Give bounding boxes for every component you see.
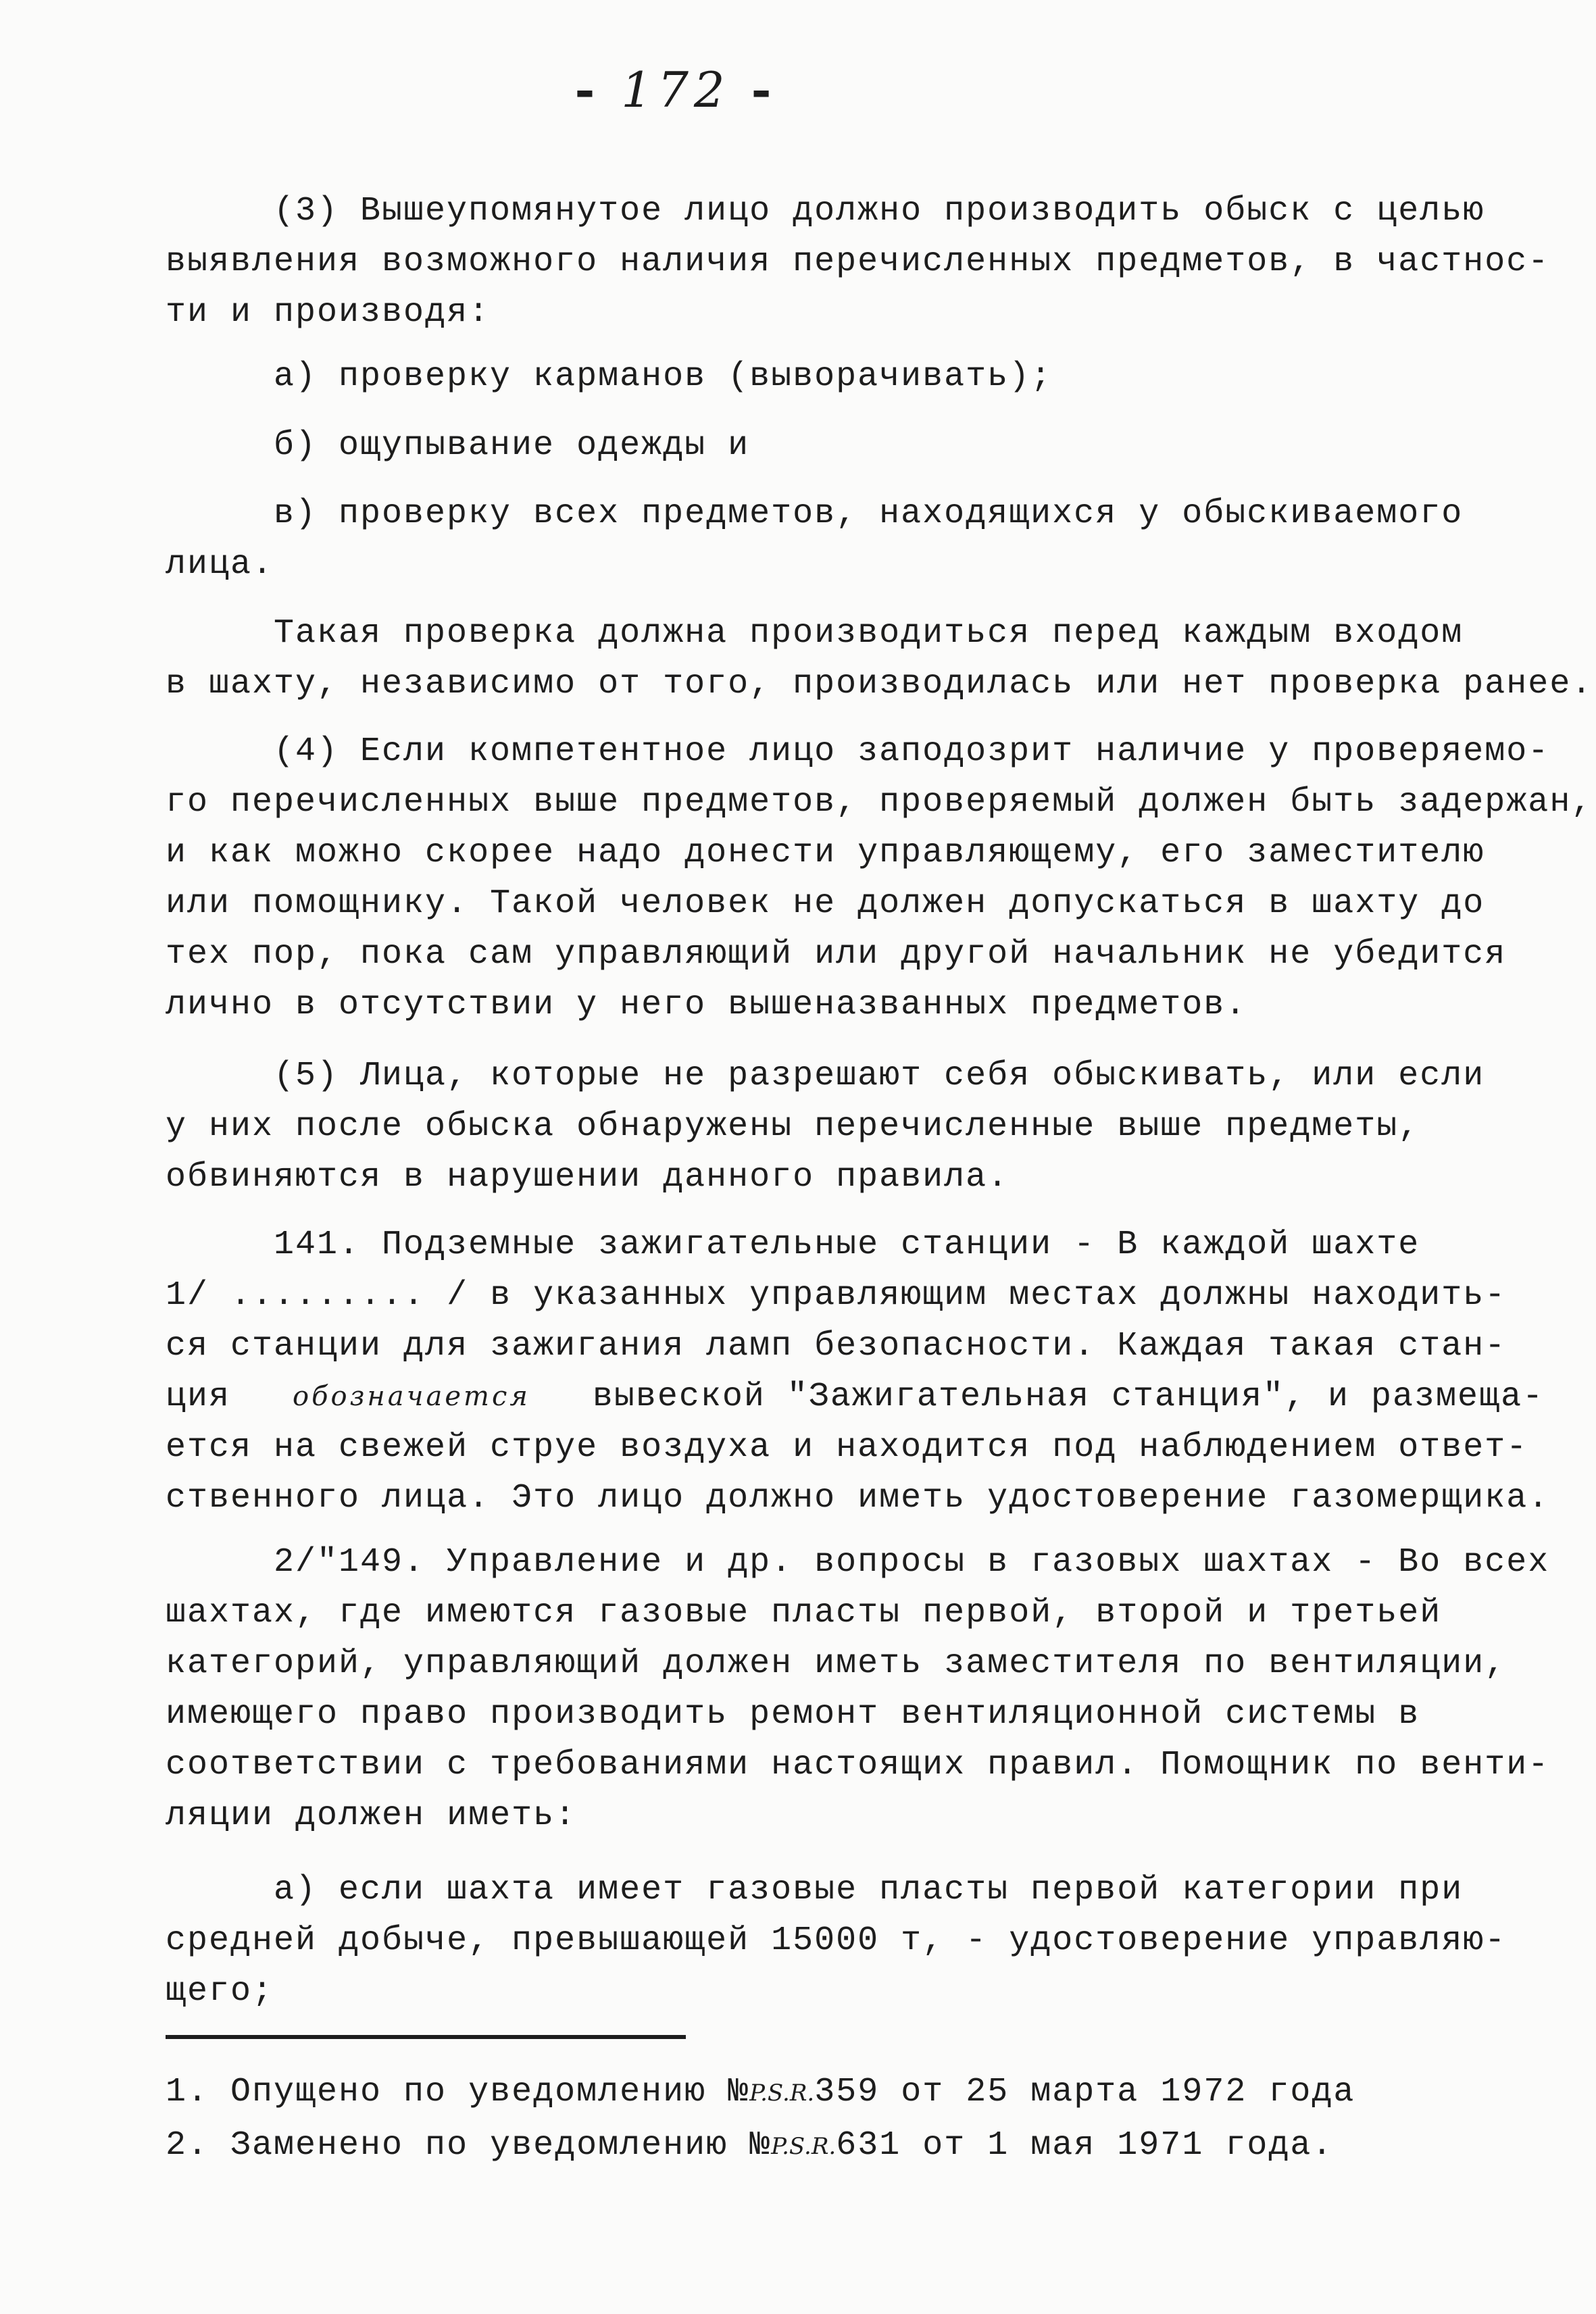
text-line: (5) Лица, которые не разрешают себя обыскивать, или если: [274, 1057, 1485, 1095]
text-line: Такая проверка должна производиться перед каждым входом: [274, 614, 1464, 653]
text-line: ляции должен иметь:: [166, 1796, 577, 1835]
footnote-text: 1. Опущено по уведомлению №: [166, 2073, 750, 2111]
text-line: категорий, управляющий должен иметь заместителя по вентиляции,: [166, 1644, 1507, 1683]
paragraph-3: [166, 186, 1550, 338]
text-line: 2/"149. Управление и др. вопросы в газовых шахтах - Во всех: [274, 1543, 1550, 1582]
text-line: соответствии с требованиями настоящих правил. Помощник по венти-: [166, 1746, 1550, 1784]
text-line: шахтах, где имеются газовые пласты первой, второй и третьей: [166, 1594, 1442, 1632]
item-b: [166, 420, 1507, 471]
text-line: 141. Подземные зажигательные станции - В каждой шахте: [274, 1226, 1420, 1264]
footnote-text: 2. Заменено по уведомлению №: [166, 2126, 772, 2165]
text-line: выявления возможного наличия перечисленных предметов, в частнос-: [166, 243, 1550, 281]
text-line: [166, 1372, 1545, 1422]
footnote-text: 359 от 25 марта 1972 года: [814, 2073, 1355, 2111]
text-line: у них после обыска обнаружены перечисленные выше предметы,: [166, 1107, 1420, 1146]
handwritten-mark: P.S.R.: [771, 2133, 837, 2160]
page-number-header: [541, 61, 811, 118]
text-line: в) проверку всех предметов, находящихся у обыскиваемого: [274, 495, 1464, 533]
footnote-1: [166, 2066, 1449, 2119]
page-number-dash-left: -: [574, 61, 601, 118]
text-line: б) ощупывание одежды и: [274, 426, 750, 465]
text-fragment: вывеской "Зажигательная станция", и размеща-: [592, 1378, 1545, 1416]
text-line: (4) Если компетентное лицо заподозрит наличие у проверяемо-: [274, 732, 1550, 771]
text-line: обвиняются в нарушении данного правила.: [166, 1158, 1009, 1197]
text-line: в шахту, независимо от того, производилась или нет проверка ранее.: [166, 665, 1593, 703]
item-c: [166, 488, 1507, 590]
text-line: ти и производя:: [166, 293, 491, 332]
text-line: а) проверку карманов (выворачивать);: [274, 357, 1053, 396]
paragraph-149: [166, 1537, 1550, 1841]
text-line: средней добыче, превышающей 15000 т, - удостоверение управляю-: [166, 1921, 1507, 1960]
text-line: ственного лица. Это лицо должно иметь удостоверение газомерщика.: [166, 1479, 1550, 1517]
check-paragraph: [166, 608, 1593, 709]
footnote-divider: [166, 2035, 686, 2039]
handwritten-mark: P.S.R.: [749, 2080, 815, 2107]
text-line: го перечисленных выше предметов, проверяемый должен быть задержан,: [166, 783, 1593, 822]
paragraph-5: [166, 1051, 1507, 1203]
text-line: 1/ ......... / в указанных управляющим местах должны находить-: [166, 1276, 1507, 1315]
text-line: а) если шахта имеет газовые пласты первой категории при: [274, 1871, 1464, 1909]
paragraph-4: [166, 726, 1593, 1030]
footnote-text: 631 от 1 мая 1971 года.: [836, 2126, 1334, 2165]
text-line: лица.: [166, 545, 274, 584]
text-line: щего;: [166, 1972, 274, 2011]
handwritten-insert: обозначается: [293, 1381, 530, 1412]
page-number: 172: [621, 61, 730, 118]
text-line: ся станции для зажигания ламп безопасности. Каждая такая стан-: [166, 1327, 1507, 1365]
text-line: или помощнику. Такой человек не должен допускаться в шахту до: [166, 884, 1485, 923]
text-line: тех пор, пока сам управляющий или другой начальник не убедится: [166, 935, 1507, 974]
text-line: (3) Вышеупомянутое лицо должно производить обыск с целью: [274, 192, 1485, 230]
text-line: имеющего право производить ремонт вентиляционной системы в: [166, 1695, 1420, 1734]
text-line: и как можно скорее надо донести управляющему, его заместителю: [166, 834, 1485, 872]
text-line: ется на свежей струе воздуха и находится под наблюдением ответ-: [166, 1428, 1528, 1467]
item-149-a: [166, 1865, 1507, 2017]
footnotes: [166, 2066, 1449, 2173]
paragraph-141: [166, 1219, 1550, 1524]
text-fragment: ция: [166, 1378, 231, 1416]
footnote-2: [166, 2119, 1449, 2173]
item-a: [166, 351, 1507, 402]
text-line: лично в отсутствии у него вышеназванных предметов.: [166, 986, 1247, 1024]
page-number-dash-right: -: [751, 61, 777, 118]
